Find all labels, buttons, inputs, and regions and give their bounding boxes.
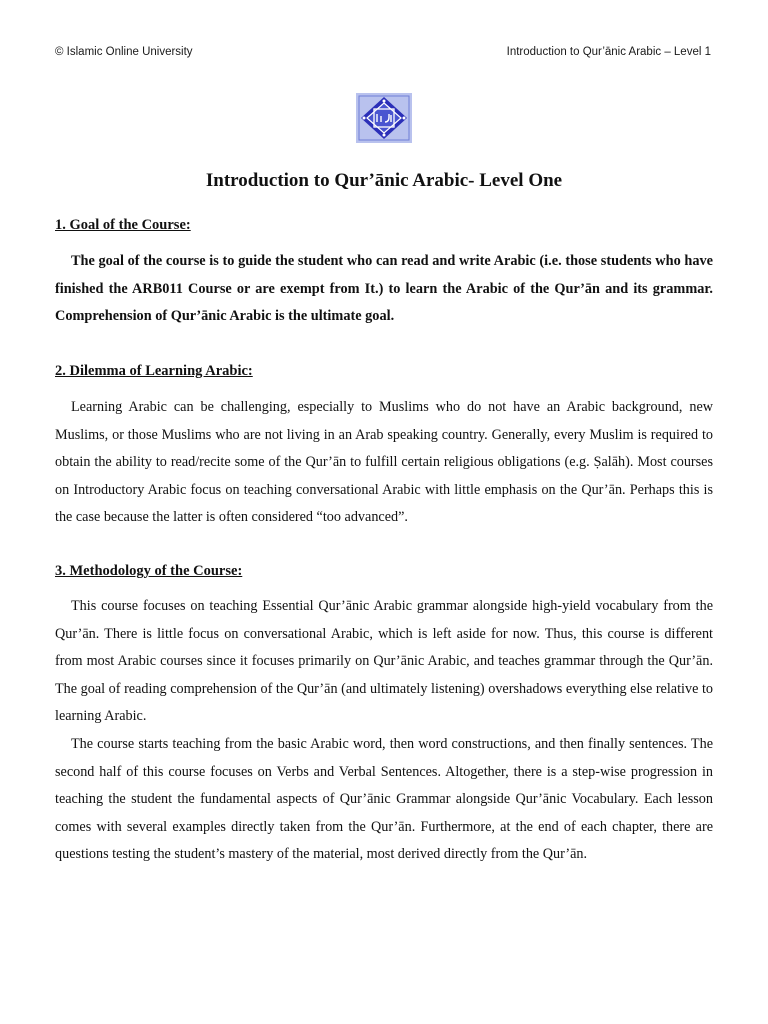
section-heading-dilemma: 2. Dilemma of Learning Arabic: [55, 363, 253, 379]
header-course-title: Introduction to Qur’ānic Arabic – Level 1 [506, 46, 711, 58]
logo-graphic [356, 93, 412, 143]
goal-paragraph: The goal of the course is to guide the student who can read and write Arabic (i.e. those students who have finished the ARB011 Course or are exempt from It.) to learn the Arabic of the Qur’ān and its grammar. Comprehension of Qur’ānic Arabic is the ultimate goal. [55, 253, 713, 324]
running-header [55, 46, 711, 62]
logo-dot-left [363, 117, 366, 120]
iou-logo-icon [356, 93, 412, 143]
section-heading-goal: 1. Goal of the Course: [55, 217, 191, 233]
logo-dot-bottom [383, 134, 386, 137]
document-title: Introduction to Qur’ānic Arabic- Level One [205, 170, 563, 191]
section-heading-methodology: 3. Methodology of the Course: [55, 563, 243, 579]
logo-dot-top [383, 100, 386, 103]
logo-dot-right [403, 117, 406, 120]
methodology-paragraph-1: This course focuses on teaching Essential Qur’ānic Arabic grammar alongside high-yield vocabulary from the Qur’ān. There is little focus on conversational Arabic, which is left aside for now. Thus, this course is different from most Arabic courses since it focuses primarily on Qur’ānic Arabic, and teaches grammar through the Qur’ān. The goal of reading comprehension of the Qur’ān (and ultimately listening) overshadows everything else relative to learning Arabic. [55, 598, 713, 724]
dilemma-paragraph: Learning Arabic can be challenging, especially to Muslims who do not have an Arabic background, new Muslims, or those Muslims who are not living in an Arab speaking country. Generally, every Muslim is required to obtain the ability to read/recite some of the Qur’ān to fulfill certain religious obligations (e.g. Ṣalāh). Most courses on Introductory Arabic focus on teaching conversational Arabic with little emphasis on the Qur’ān. Perhaps this is the case because the latter is often considered “too advanced”. [55, 399, 713, 525]
methodology-paragraph-2: The course starts teaching from the basic Arabic word, then word constructions, and then finally sentences. The second half of this course focuses on Verbs and Verbal Sentences. Altogether, there is a step-wise progression in teaching the student the fundamental aspects of Qur’ānic Grammar alongside Qur’ānic Vocabulary. Each lesson comes with several examples directly taken from the Qur’ān. Furthermore, at the end of each chapter, there are questions testing the student’s mastery of the material, most derived directly from the Qur’ān. [55, 736, 713, 862]
header-copyright: © Islamic Online University [55, 46, 193, 58]
